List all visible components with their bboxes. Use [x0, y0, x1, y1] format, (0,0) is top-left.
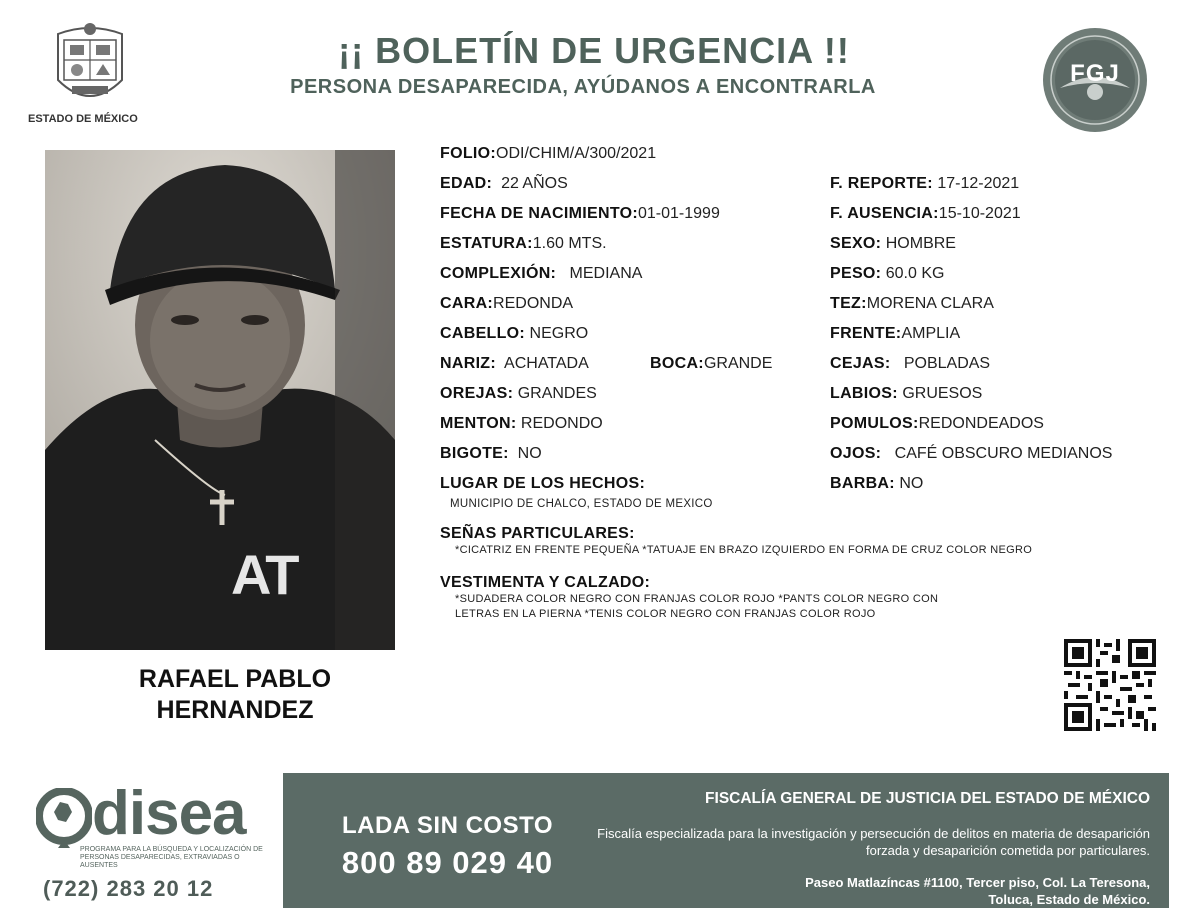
- field-labios-value: GRUESOS: [902, 385, 983, 402]
- qr-code-icon: [1064, 639, 1156, 731]
- bulletin-subtitle: PERSONA DESAPARECIDA, AYÚDANOS A ENCONTRARLA: [290, 76, 876, 98]
- vestimenta-row: [440, 574, 650, 592]
- field-orejas-value: GRANDES: [517, 385, 597, 402]
- field-bigote-label: BIGOTE:: [440, 445, 509, 462]
- field-menton-value: REDONDO: [520, 415, 603, 432]
- person-portrait-image: [45, 150, 395, 650]
- vestimenta-label: VESTIMENTA Y CALZADO:: [440, 574, 651, 591]
- field-cara-label: CARA:: [440, 295, 494, 312]
- field-fecha-nacimiento-label: FECHA DE NACIMIENTO:: [440, 205, 638, 222]
- odisea-location-pin-icon: [36, 788, 92, 848]
- field-boca-value: GRANDE: [703, 355, 773, 372]
- vestimenta-line1: *SUDADERA COLOR NEGRO CON FRANJAS COLOR ROJO *PANTS COLOR NEGRO CON: [455, 593, 939, 605]
- field-f-ausencia-label: F. AUSENCIA:: [830, 205, 939, 222]
- field-barba: [830, 475, 923, 493]
- field-sexo: [830, 235, 956, 253]
- field-tez-value: MORENA CLARA: [866, 295, 994, 312]
- field-barba-label: BARBA:: [830, 475, 895, 492]
- field-cabello: [440, 325, 588, 343]
- bulletin-title: ¡¡ BOLETÍN DE URGENCIA !!: [338, 30, 850, 71]
- missing-person-photo: [45, 150, 395, 650]
- odisea-program-text: PROGRAMA PARA LA BÚSQUEDA Y LOCALIZACIÓN DE PERSONAS DESAPARECIDAS, EXTRAVIADAS O AUSENTES: [80, 846, 263, 869]
- field-f-reporte: [830, 175, 1019, 193]
- senas-label: SEÑAS PARTICULARES:: [440, 525, 635, 542]
- field-tez: [830, 295, 994, 313]
- field-boca-label: BOCA:: [650, 355, 704, 372]
- field-edad-label: EDAD:: [440, 175, 493, 192]
- field-ojos-value: CAFÉ OBSCURO MEDIANOS: [894, 445, 1113, 462]
- field-cejas-value: POBLADAS: [903, 355, 991, 372]
- person-name: [45, 664, 425, 726]
- field-nariz-label: NARIZ:: [440, 355, 497, 372]
- person-name-line2: HERNANDEZ: [156, 696, 314, 724]
- field-sexo-label: SEXO:: [830, 235, 882, 252]
- field-complexion: [440, 265, 642, 283]
- fgj-footer-description: Fiscalía especializada para la investigación y persecución de delitos en materia de desaparición forzada y desaparición cometida por particulares.: [597, 826, 1150, 858]
- odisea-wordmark: disea: [92, 779, 246, 848]
- field-bigote: [440, 445, 542, 463]
- person-name-line1: RAFAEL PABLO: [138, 665, 332, 693]
- field-peso-label: PESO:: [830, 265, 882, 282]
- field-complexion-label: COMPLEXIÓN:: [440, 265, 557, 282]
- field-sexo-value: HOMBRE: [885, 235, 956, 252]
- field-ojos-label: OJOS:: [830, 445, 882, 462]
- field-cara-value: REDONDA: [493, 295, 574, 312]
- field-peso-value: 60.0 KG: [885, 265, 945, 282]
- field-estatura-label: ESTATURA:: [440, 235, 533, 252]
- lada-sin-costo-label: LADA SIN COSTO: [341, 812, 553, 839]
- field-orejas-label: OREJAS:: [440, 385, 514, 402]
- toll-free-number: 800 89 029 40: [341, 845, 554, 880]
- field-tez-label: TEZ:: [830, 295, 867, 312]
- field-f-ausencia-value: 15-10-2021: [938, 205, 1021, 222]
- field-lugar-label-row: [440, 475, 645, 493]
- odisea-phone: (722) 283 20 12: [43, 876, 214, 901]
- field-folio-label: FOLIO:: [440, 145, 497, 162]
- field-f-ausencia: [830, 205, 1021, 223]
- fgj-address-line2: Toluca, Estado de México.: [988, 892, 1150, 907]
- field-fecha-nacimiento: [440, 205, 720, 223]
- field-nariz: [440, 355, 589, 373]
- field-fecha-nacimiento-value: 01-01-1999: [638, 205, 720, 222]
- estado-de-mexico-label: ESTADO DE MÉXICO: [28, 113, 138, 125]
- field-estatura-value: 1.60 MTS.: [532, 235, 607, 252]
- field-estatura: [440, 235, 607, 253]
- field-cara: [440, 295, 573, 313]
- field-lugar-value: MUNICIPIO DE CHALCO, ESTADO DE MEXICO: [450, 498, 713, 510]
- field-cejas: [830, 355, 990, 373]
- field-cabello-label: CABELLO:: [440, 325, 526, 342]
- field-lugar-label: LUGAR DE LOS HECHOS:: [440, 475, 646, 492]
- field-frente-label: FRENTE:: [830, 325, 902, 342]
- qr-code: [1064, 639, 1156, 731]
- fgj-footer-address: [805, 874, 1150, 908]
- fgj-footer-title: FISCALÍA GENERAL DE JUSTICIA DEL ESTADO DE MÉXICO: [705, 790, 1150, 807]
- vestimenta-line2: LETRAS EN LA PIERNA *TENIS COLOR NEGRO CON FRANJAS COLOR ROJO: [455, 608, 876, 620]
- field-cejas-label: CEJAS:: [830, 355, 891, 372]
- field-pomulos-label: POMULOS:: [830, 415, 919, 432]
- fgj-address-line1: Paseo Matlazíncas #1100, Tercer piso, Col. La Teresona,: [805, 875, 1150, 890]
- fgj-logo-text: FGJ: [1070, 60, 1120, 87]
- senas-value: *CICATRIZ EN FRENTE PEQUEÑA *TATUAJE EN BRAZO IZQUIERDO EN FORMA DE CRUZ COLOR NEGRO: [455, 544, 1033, 556]
- field-pomulos-value: REDONDEADOS: [918, 415, 1044, 432]
- senas-row: [440, 525, 635, 543]
- field-pomulos: [830, 415, 1044, 433]
- field-boca: [650, 355, 772, 373]
- field-bigote-value: NO: [517, 445, 542, 462]
- field-edad: [440, 175, 568, 193]
- field-labios-label: LABIOS:: [830, 385, 898, 402]
- field-f-reporte-label: F. REPORTE:: [830, 175, 933, 192]
- field-frente-value: AMPLIA: [901, 325, 961, 342]
- field-labios: [830, 385, 982, 403]
- field-orejas: [440, 385, 597, 403]
- field-nariz-value: ACHATADA: [504, 355, 589, 372]
- odisea-logo: [36, 788, 92, 848]
- field-cabello-value: NEGRO: [529, 325, 589, 342]
- field-edad-value: 22 AÑOS: [501, 175, 568, 192]
- field-barba-value: NO: [899, 475, 924, 492]
- field-menton: [440, 415, 603, 433]
- field-frente: [830, 325, 960, 343]
- field-menton-label: MENTON:: [440, 415, 517, 432]
- field-f-reporte-value: 17-12-2021: [937, 175, 1020, 192]
- field-complexion-value: MEDIANA: [569, 265, 643, 282]
- shirt-print: AT: [231, 543, 298, 606]
- field-folio-value: ODI/CHIM/A/300/2021: [496, 145, 657, 162]
- field-peso: [830, 265, 944, 283]
- field-ojos: [830, 445, 1112, 463]
- field-folio: [440, 145, 656, 163]
- fgj-logo: [1040, 26, 1150, 134]
